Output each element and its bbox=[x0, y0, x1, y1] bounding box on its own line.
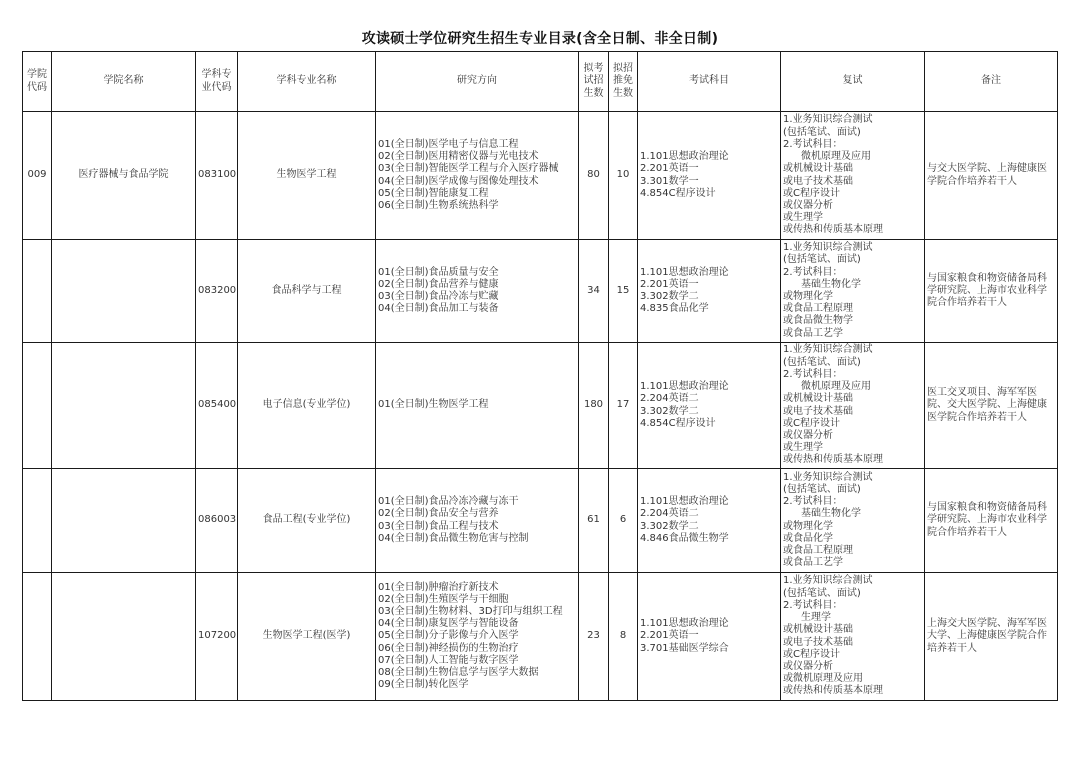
research-cell bbox=[376, 469, 579, 573]
text-line: 或物理化学 bbox=[783, 520, 833, 532]
text-line: 或传热和传质基本原理 bbox=[783, 454, 883, 466]
major-name-cell: 食品科学与工程 bbox=[238, 240, 376, 343]
text-line: 或仪器分析 bbox=[783, 429, 833, 441]
header-college-code: 学院代码 bbox=[23, 52, 52, 112]
header-exam-subjects: 考试科目 bbox=[638, 52, 781, 112]
text-line: (包括笔试、面试) bbox=[783, 483, 861, 495]
text-line: 04(全日制)康复医学与智能设备 bbox=[378, 618, 519, 630]
college-code-cell bbox=[23, 573, 52, 701]
retest-cell bbox=[781, 112, 925, 240]
text-line: 1.业务知识综合测试 bbox=[783, 344, 873, 356]
text-line: 03(全日制)智能医学工程与介入医疗器械 bbox=[378, 163, 559, 175]
text-line: 或食品化学 bbox=[783, 532, 833, 544]
text-line: (包括笔试、面试) bbox=[783, 254, 861, 266]
text-line: 06(全日制)生物系统热科学 bbox=[378, 199, 499, 211]
text-line: (包括笔试、面试) bbox=[783, 587, 861, 599]
text-line: 02(全日制)生殖医学与干细胞 bbox=[378, 593, 509, 605]
text-line: 03(全日制)食品工程与技术 bbox=[378, 520, 499, 532]
header-research: 研究方向 bbox=[376, 52, 579, 112]
text-line: 或C程序设计 bbox=[783, 648, 840, 660]
text-line: 2.204英语二 bbox=[640, 508, 699, 520]
header-major-code: 学科专业代码 bbox=[196, 52, 238, 112]
text-line: 03(全日制)生物材料、3D打印与组织工程 bbox=[378, 605, 563, 617]
text-line: 1.业务知识综合测试 bbox=[783, 114, 873, 126]
text-line: 生理学 bbox=[801, 612, 831, 624]
major-name-cell: 电子信息(专业学位) bbox=[238, 343, 376, 469]
exam-quota-cell: 180 bbox=[579, 343, 609, 469]
text-line: 1.101思想政治理论 bbox=[640, 618, 729, 630]
major-name-cell: 生物医学工程 bbox=[238, 112, 376, 240]
college-code-cell bbox=[23, 469, 52, 573]
text-line: 微机原理及应用 bbox=[801, 381, 871, 393]
notes-cell: 医工交叉项目、海军军医院、交大医学院、上海健康医学院合作培养若干人 bbox=[925, 343, 1058, 469]
text-line: 或电子技术基础 bbox=[783, 175, 853, 187]
text-line: 04(全日制)医学成像与图像处理技术 bbox=[378, 175, 539, 187]
notes-cell: 与国家粮食和物资储备局科学研究院、上海市农业科学院合作培养若干人 bbox=[925, 469, 1058, 573]
exam-subjects-cell bbox=[638, 469, 781, 573]
college-name-cell bbox=[52, 469, 196, 573]
text-line: 或食品工程原理 bbox=[783, 303, 853, 315]
table-header-row bbox=[23, 52, 1058, 112]
text-line: 2.考试科目： bbox=[783, 368, 843, 380]
header-retest: 复试 bbox=[781, 52, 925, 112]
text-line: 或电子技术基础 bbox=[783, 405, 853, 417]
text-line: 1.101思想政治理论 bbox=[640, 151, 729, 163]
retest-cell bbox=[781, 343, 925, 469]
text-line: 05(全日制)智能康复工程 bbox=[378, 187, 489, 199]
text-line: 或微机原理及应用 bbox=[783, 673, 863, 685]
exempt-quota-cell: 15 bbox=[609, 240, 638, 343]
text-line: 1.101思想政治理论 bbox=[640, 381, 729, 393]
header-major-name: 学科专业名称 bbox=[238, 52, 376, 112]
exam-quota-cell: 80 bbox=[579, 112, 609, 240]
college-name-cell bbox=[52, 343, 196, 469]
text-line: 或食品微生物学 bbox=[783, 315, 853, 327]
text-line: 2.考试科目： bbox=[783, 599, 843, 611]
college-name-cell: 医疗器械与食品学院 bbox=[52, 112, 196, 240]
text-line: 3.302数学二 bbox=[640, 520, 699, 532]
table-row bbox=[23, 112, 1058, 240]
header-college-name: 学院名称 bbox=[52, 52, 196, 112]
research-cell bbox=[376, 112, 579, 240]
text-line: 01(全日制)食品冷冻冷藏与冻干 bbox=[378, 496, 519, 508]
exempt-quota-cell: 6 bbox=[609, 469, 638, 573]
text-line: 09(全日制)转化医学 bbox=[378, 679, 469, 691]
text-line: 02(全日制)食品营养与健康 bbox=[378, 278, 499, 290]
text-line: 3.302数学二 bbox=[640, 405, 699, 417]
text-line: 2.201英语一 bbox=[640, 163, 699, 175]
text-line: 或物理化学 bbox=[783, 291, 833, 302]
text-line: 04(全日制)食品加工与装备 bbox=[378, 303, 499, 315]
text-line: 或传热和传质基本原理 bbox=[783, 685, 883, 697]
text-line: 或传热和传质基本原理 bbox=[783, 224, 883, 236]
table-row bbox=[23, 343, 1058, 469]
text-line: 或食品工艺学 bbox=[783, 327, 843, 339]
text-line: 或食品工程原理 bbox=[783, 544, 853, 556]
text-line: 2.考试科目： bbox=[783, 138, 843, 150]
text-line: 或机械设计基础 bbox=[783, 163, 853, 175]
exam-subjects-cell bbox=[638, 240, 781, 343]
text-line: 或生理学 bbox=[783, 442, 823, 454]
text-line: 02(全日制)食品安全与营养 bbox=[378, 508, 499, 520]
text-line: 2.204英语二 bbox=[640, 393, 699, 405]
exam-subjects-cell bbox=[638, 112, 781, 240]
exam-quota-cell: 34 bbox=[579, 240, 609, 343]
text-line: 或C程序设计 bbox=[783, 417, 840, 429]
exam-subjects-cell bbox=[638, 343, 781, 469]
major-code-cell: 107200 bbox=[196, 573, 238, 701]
text-line: 08(全日制)生物信息学与医学大数据 bbox=[378, 667, 539, 678]
college-code-cell bbox=[23, 343, 52, 469]
major-name-cell: 食品工程(专业学位) bbox=[238, 469, 376, 573]
text-line: 01(全日制)肿瘤治疗新技术 bbox=[378, 581, 499, 593]
text-line: 2.201英语一 bbox=[640, 630, 699, 642]
exam-quota-cell: 23 bbox=[579, 573, 609, 701]
major-name-cell: 生物医学工程(医学) bbox=[238, 573, 376, 701]
text-line: 或电子技术基础 bbox=[783, 636, 853, 648]
research-cell bbox=[376, 343, 579, 469]
exempt-quota-cell: 10 bbox=[609, 112, 638, 240]
text-line: 1.101思想政治理论 bbox=[640, 496, 729, 508]
text-line: 01(全日制)生物医学工程 bbox=[378, 399, 489, 411]
text-line: (包括笔试、面试) bbox=[783, 356, 861, 368]
text-line: 01(全日制)食品质量与安全 bbox=[378, 266, 499, 278]
text-line: 微机原理及应用 bbox=[801, 151, 871, 163]
major-code-cell: 083200 bbox=[196, 240, 238, 343]
text-line: 3.301数学一 bbox=[640, 175, 699, 187]
major-code-cell: 086003 bbox=[196, 469, 238, 573]
table-row bbox=[23, 573, 1058, 701]
notes-cell: 上海交大医学院、海军军医大学、上海健康医学院合作培养若干人 bbox=[925, 573, 1058, 701]
college-code-cell: 009 bbox=[23, 112, 52, 240]
page-title: 攻读硕士学位研究生招生专业目录(含全日制、非全日制) bbox=[361, 31, 719, 47]
text-line: 4.854C程序设计 bbox=[640, 417, 716, 429]
text-line: 4.846食品微生物学 bbox=[640, 532, 729, 544]
college-code-cell bbox=[23, 240, 52, 343]
college-name-cell bbox=[52, 240, 196, 343]
notes-cell: 与国家粮食和物资储备局科学研究院、上海市农业科学院合作培养若干人 bbox=[925, 240, 1058, 343]
retest-cell bbox=[781, 573, 925, 701]
text-line: 05(全日制)分子影像与介入医学 bbox=[378, 630, 519, 642]
text-line: 01(全日制)医学电子与信息工程 bbox=[378, 138, 519, 150]
retest-cell bbox=[781, 240, 925, 343]
text-line: 3.302数学二 bbox=[640, 291, 699, 302]
exam-quota-cell: 61 bbox=[579, 469, 609, 573]
program-catalog-table bbox=[22, 51, 1058, 701]
text-line: 1.业务知识综合测试 bbox=[783, 242, 873, 254]
table-row bbox=[23, 469, 1058, 573]
text-line: 或机械设计基础 bbox=[783, 393, 853, 405]
text-line: 1.101思想政治理论 bbox=[640, 266, 729, 278]
text-line: 2.考试科目： bbox=[783, 496, 843, 508]
exempt-quota-cell: 8 bbox=[609, 573, 638, 701]
major-code-cell: 085400 bbox=[196, 343, 238, 469]
text-line: 或仪器分析 bbox=[783, 199, 833, 211]
text-line: 1.业务知识综合测试 bbox=[783, 575, 873, 587]
text-line: 或仪器分析 bbox=[783, 660, 833, 672]
text-line: (包括笔试、面试) bbox=[783, 126, 861, 138]
retest-cell bbox=[781, 469, 925, 573]
text-line: 03(全日制)食品冷冻与贮藏 bbox=[378, 291, 499, 302]
exempt-quota-cell: 17 bbox=[609, 343, 638, 469]
notes-cell: 与交大医学院、上海健康医学院合作培养若干人 bbox=[925, 112, 1058, 240]
text-line: 3.701基础医学综合 bbox=[640, 642, 729, 654]
table-row bbox=[23, 240, 1058, 343]
major-code-cell: 083100 bbox=[196, 112, 238, 240]
text-line: 07(全日制)人工智能与数字医学 bbox=[378, 654, 519, 666]
text-line: 基础生物化学 bbox=[801, 278, 861, 290]
text-line: 或食品工艺学 bbox=[783, 557, 843, 569]
text-line: 或生理学 bbox=[783, 212, 823, 224]
header-exempt-quota: 拟招推免生数 bbox=[609, 52, 638, 112]
header-notes: 备注 bbox=[925, 52, 1058, 112]
college-name-cell bbox=[52, 573, 196, 701]
research-cell bbox=[376, 240, 579, 343]
header-exam-quota: 拟考试招生数 bbox=[579, 52, 609, 112]
text-line: 4.854C程序设计 bbox=[640, 187, 716, 199]
text-line: 或C程序设计 bbox=[783, 187, 840, 199]
text-line: 2.201英语一 bbox=[640, 278, 699, 290]
text-line: 基础生物化学 bbox=[801, 508, 861, 520]
text-line: 02(全日制)医用精密仪器与光电技术 bbox=[378, 151, 539, 163]
exam-subjects-cell bbox=[638, 573, 781, 701]
text-line: 06(全日制)神经损伤的生物治疗 bbox=[378, 642, 519, 654]
text-line: 1.业务知识综合测试 bbox=[783, 471, 873, 483]
research-cell bbox=[376, 573, 579, 701]
text-line: 04(全日制)食品微生物危害与控制 bbox=[378, 532, 529, 544]
text-line: 2.考试科目： bbox=[783, 266, 843, 278]
text-line: 或机械设计基础 bbox=[783, 624, 853, 636]
text-line: 4.835食品化学 bbox=[640, 303, 709, 315]
